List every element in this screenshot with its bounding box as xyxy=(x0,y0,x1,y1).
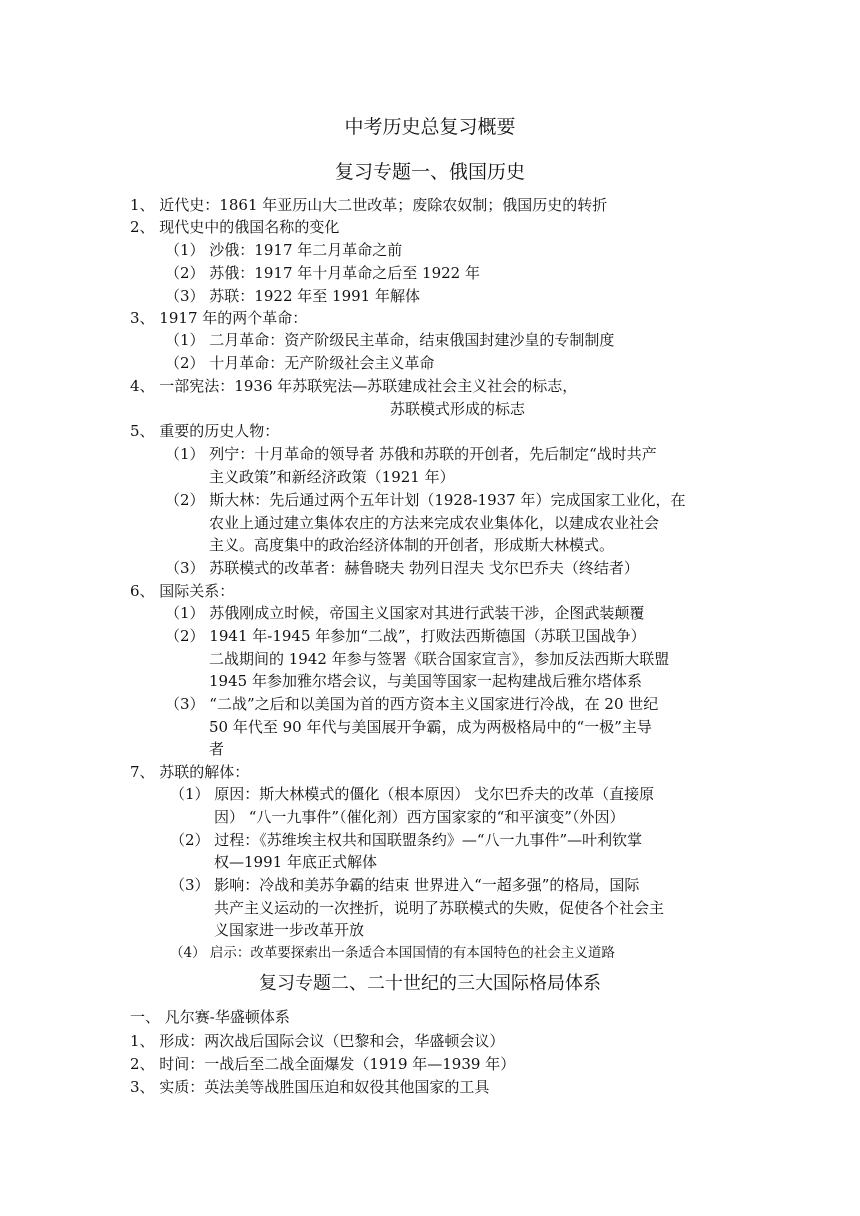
text-line: （3） 影响：冷战和美苏争霸的结束 世界进入“一超多强”的格局，国际 xyxy=(170,876,640,894)
text-line: 4、 一部宪法：1936 年苏联宪法—苏联建成社会主义社会的标志， xyxy=(130,377,578,395)
text-line: （2） 十月革命：无产阶级社会主义革命 xyxy=(165,354,435,372)
section-heading: 复习专题二、二十世纪的三大国际格局体系 xyxy=(259,973,601,994)
text-line: （2） 1941 年-1945 年参加“二战”，打败法西斯德国（苏联卫国战争） xyxy=(165,627,646,645)
text-line: 农业上通过建立集体农庄的方法来完成农业集体化，以建成农业社会 xyxy=(209,514,660,532)
text-line: 主义政策”和新经济政策（1921 年） xyxy=(209,468,455,486)
text-line: （3） 苏联模式的改革者：赫鲁晓夫 勃列日涅夫 戈尔巴乔夫（终结者） xyxy=(165,559,639,577)
text-line: 3、 1917 年的两个革命： xyxy=(130,309,308,327)
text-line: （1） 沙俄：1917 年二月革命之前 xyxy=(165,241,403,259)
text-line: 主义。高度集中的政治经济体制的开创者，形成斯大林模式。 xyxy=(209,536,615,554)
text-line: （1） 列宁：十月革命的领导者 苏俄和苏联的开创者，先后制定“战时共产 xyxy=(165,445,657,463)
text-line: 2、 现代史中的俄国名称的变化 xyxy=(130,218,340,236)
text-line: 7、 苏联的解体： xyxy=(130,763,250,781)
text-line: （2） 过程：《苏维埃主权共和国联盟条约》—“八一九事件”—叶利钦掌 xyxy=(170,831,643,849)
text-line: 者 xyxy=(209,740,225,758)
text-line: 权—1991 年底正式解体 xyxy=(214,853,377,871)
text-line: （4） 启示：改革要探索出一条适合本国国情的有本国特色的社会主义道路 xyxy=(170,945,615,961)
text-line: （2） 斯大林：先后通过两个五年计划（1928-1937 年）完成国家工业化，在 xyxy=(165,491,686,509)
text-line: 6、 国际关系： xyxy=(130,582,235,600)
text-line: 1、 形成：两次战后国际会议（巴黎和会，华盛顿会议） xyxy=(130,1032,505,1050)
text-line: （1） 二月革命：资产阶级民主革命，结束俄国封建沙皇的专制制度 xyxy=(165,331,615,349)
text-line: （3） 苏联：1922 年至 1991 年解体 xyxy=(165,287,420,305)
text-line: 一、 凡尔赛-华盛顿体系 xyxy=(130,1008,290,1026)
text-line: 二战期间的 1942 年参与签署《联合国家宣言》，参加反法西斯大联盟 xyxy=(209,650,670,668)
text-line: 苏联模式形成的标志 xyxy=(390,400,526,418)
text-line: 1945 年参加雅尔塔会议，与美国等国家一起构建战后雅尔塔体系 xyxy=(209,672,642,690)
text-line: 5、 重要的历史人物： xyxy=(130,422,280,440)
text-line: 2、 时间：一战后至二战全面爆发（1919 年—1939 年） xyxy=(130,1055,516,1073)
text-line: 1、 近代史：1861 年亚历山大二世改革；废除农奴制；俄国历史的转折 xyxy=(130,196,608,214)
text-line: 因） “八一九事件”（催化剂）西方国家家的“和平演变”（外因） xyxy=(214,808,625,826)
text-line: 3、 实质：英法美等战胜国压迫和奴役其他国家的工具 xyxy=(130,1078,490,1096)
text-line: 共产主义运动的一次挫折，说明了苏联模式的失败，促使各个社会主 xyxy=(214,899,665,917)
page-title: 中考历史总复习概要 xyxy=(344,116,516,138)
text-line: （1） 苏俄刚成立时候，帝国主义国家对其进行武装干涉，企图武装颠覆 xyxy=(165,604,645,622)
text-line: 50 年代至 90 年代与美国展开争霸，成为两极格局中的“一极”主导 xyxy=(209,718,652,736)
section-heading: 复习专题一、俄国历史 xyxy=(334,161,525,183)
text-line: 义国家进一步改革开放 xyxy=(214,921,365,939)
text-line: （3） “二战”之后和以美国为首的西方资本主义国家进行冷战，在 20 世纪 xyxy=(165,695,659,713)
text-line: （2） 苏俄：1917 年十月革命之后至 1922 年 xyxy=(165,264,480,282)
text-line: （1） 原因：斯大林模式的僵化（根本原因） 戈尔巴乔夫的改革（直接原 xyxy=(170,785,655,803)
